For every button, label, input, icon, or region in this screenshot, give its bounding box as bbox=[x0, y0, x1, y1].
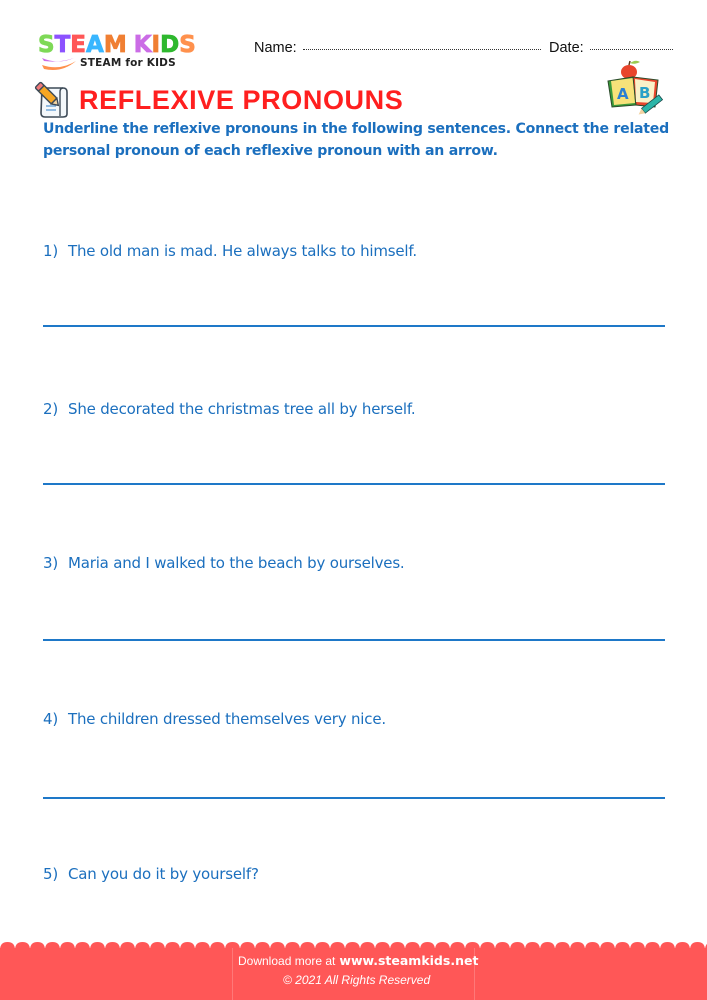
date-label: Date: bbox=[549, 40, 584, 56]
question-item bbox=[43, 865, 259, 883]
question-text: Maria and I walked to the beach by ourselves. bbox=[68, 554, 405, 572]
answer-line[interactable] bbox=[43, 325, 665, 327]
logo-tagline: STEAM for KIDS bbox=[80, 57, 176, 69]
logo-letter: E bbox=[70, 32, 86, 58]
footer-download-prefix: Download more at bbox=[238, 954, 336, 968]
question-text: The children dressed themselves very nice. bbox=[68, 710, 386, 728]
question-number: 4) bbox=[43, 710, 58, 728]
pencil-paper-icon bbox=[33, 80, 73, 120]
date-field[interactable] bbox=[549, 40, 673, 56]
name-label: Name: bbox=[254, 40, 297, 56]
logo-letter: S bbox=[179, 32, 196, 58]
logo-letter: S bbox=[38, 32, 55, 58]
answer-line[interactable] bbox=[43, 797, 665, 799]
question-number: 2) bbox=[43, 400, 58, 418]
footer bbox=[0, 948, 707, 1000]
logo-wordmark bbox=[38, 33, 196, 57]
steam-kids-logo bbox=[38, 33, 238, 73]
logo-swoosh-icon bbox=[40, 55, 78, 73]
footer-copyright: © 2021 All Rights Reserved bbox=[283, 973, 431, 987]
logo-letter: M bbox=[103, 32, 127, 58]
logo-letter: K bbox=[133, 32, 152, 58]
svg-text:A: A bbox=[617, 85, 629, 103]
logo-letter: I bbox=[151, 32, 161, 58]
footer-divider bbox=[232, 948, 233, 1000]
question-item bbox=[43, 400, 415, 418]
question-number: 1) bbox=[43, 242, 58, 260]
question-text: Can you do it by yourself? bbox=[68, 865, 259, 883]
question-text: She decorated the christmas tree all by herself. bbox=[68, 400, 416, 418]
question-text: The old man is mad. He always talks to himself. bbox=[68, 242, 417, 260]
question-number: 3) bbox=[43, 554, 58, 572]
page-title: REFLEXIVE PRONOUNS bbox=[79, 85, 404, 115]
date-blank-line[interactable] bbox=[590, 49, 673, 50]
question-item bbox=[43, 554, 405, 572]
logo-letter: A bbox=[86, 32, 104, 58]
answer-line[interactable] bbox=[43, 483, 665, 485]
name-blank-line[interactable] bbox=[303, 49, 541, 50]
instructions-text: Underline the reflexive pronouns in the following sentences. Connect the related personal pronoun of each reflexive pronoun with an arrow. bbox=[43, 121, 669, 159]
question-item bbox=[43, 710, 386, 728]
answer-line[interactable] bbox=[43, 639, 665, 641]
name-field[interactable] bbox=[254, 40, 541, 56]
footer-url-link[interactable]: www.steamkids.net bbox=[339, 953, 479, 968]
abc-book-apple-icon bbox=[603, 59, 669, 115]
question-number: 5) bbox=[43, 865, 58, 883]
logo-letter: T bbox=[54, 32, 71, 58]
footer-download bbox=[238, 953, 478, 968]
question-item bbox=[43, 242, 417, 260]
svg-text:B: B bbox=[639, 84, 651, 102]
logo-letter: D bbox=[160, 32, 180, 58]
